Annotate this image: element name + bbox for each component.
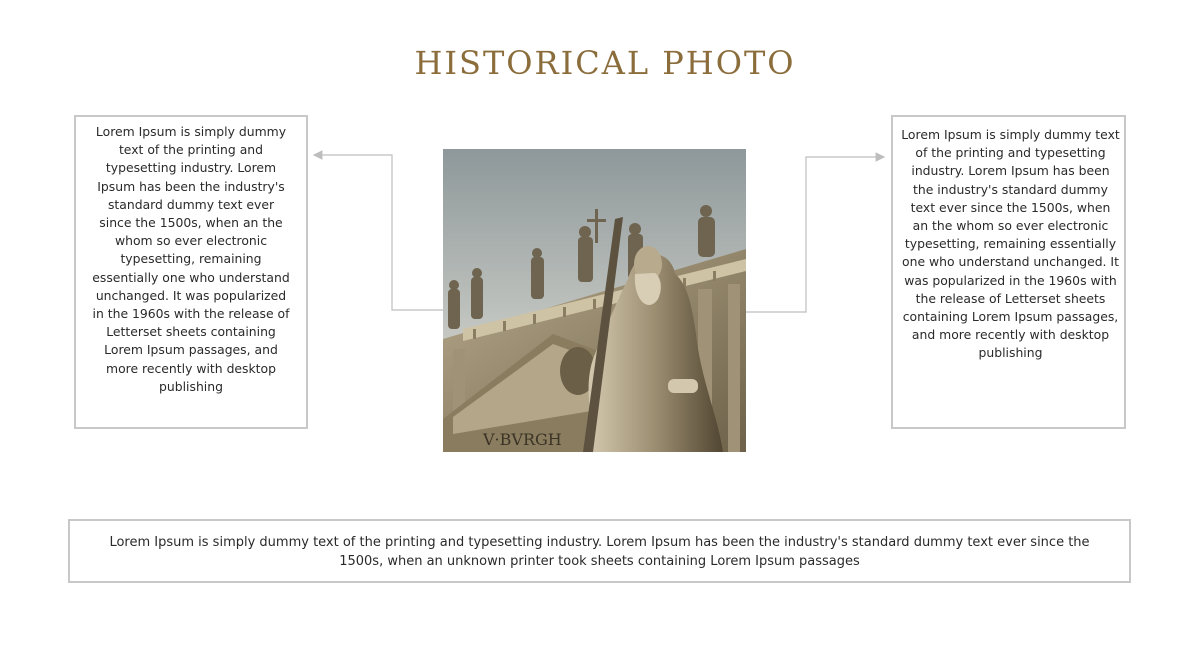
left-text-box [74,115,308,429]
facade-inscription: V·BVRGH [483,430,562,449]
page-title: HISTORICAL PHOTO [414,44,796,82]
bottom-text: Lorem Ipsum is simply dummy text of the printing and typesetting industry. Lorem Ipsum has been the industry's standard dummy text ever since the 1500s, when an unknown printer took sheets containing Lorem Ipsum passages [109,535,1090,569]
left-connector-arrow [314,155,443,310]
left-text: Lorem Ipsum is simply dummy text of the printing and typesetting industry. Lorem Ipsum has been the industry's standard dummy text ever since the 1500s, when an the whom so ever electronic typesetting, remaining essentially one who understand unchanged. It was popularized in the 1960s with the release of Letterset sheets containing Lorem Ipsum passages, and more recently with desktop publishing [92,124,290,394]
right-text-box [891,115,1126,429]
historical-photo [443,149,746,452]
right-text: Lorem Ipsum is simply dummy text of the printing and typesetting industry. Lorem Ipsum has been the industry's standard dummy text ever since the 1500s, when an the whom so ever electronic typesetting, remaining essentially one who understand unchanged. It was popularized in the 1960s with the release of Letterset sheets containing Lorem Ipsum passages, and more recently with desktop publishing [901,127,1120,361]
right-connector-arrow [746,157,884,312]
bottom-text-box [68,519,1131,583]
statue-photo-illustration [443,149,746,452]
